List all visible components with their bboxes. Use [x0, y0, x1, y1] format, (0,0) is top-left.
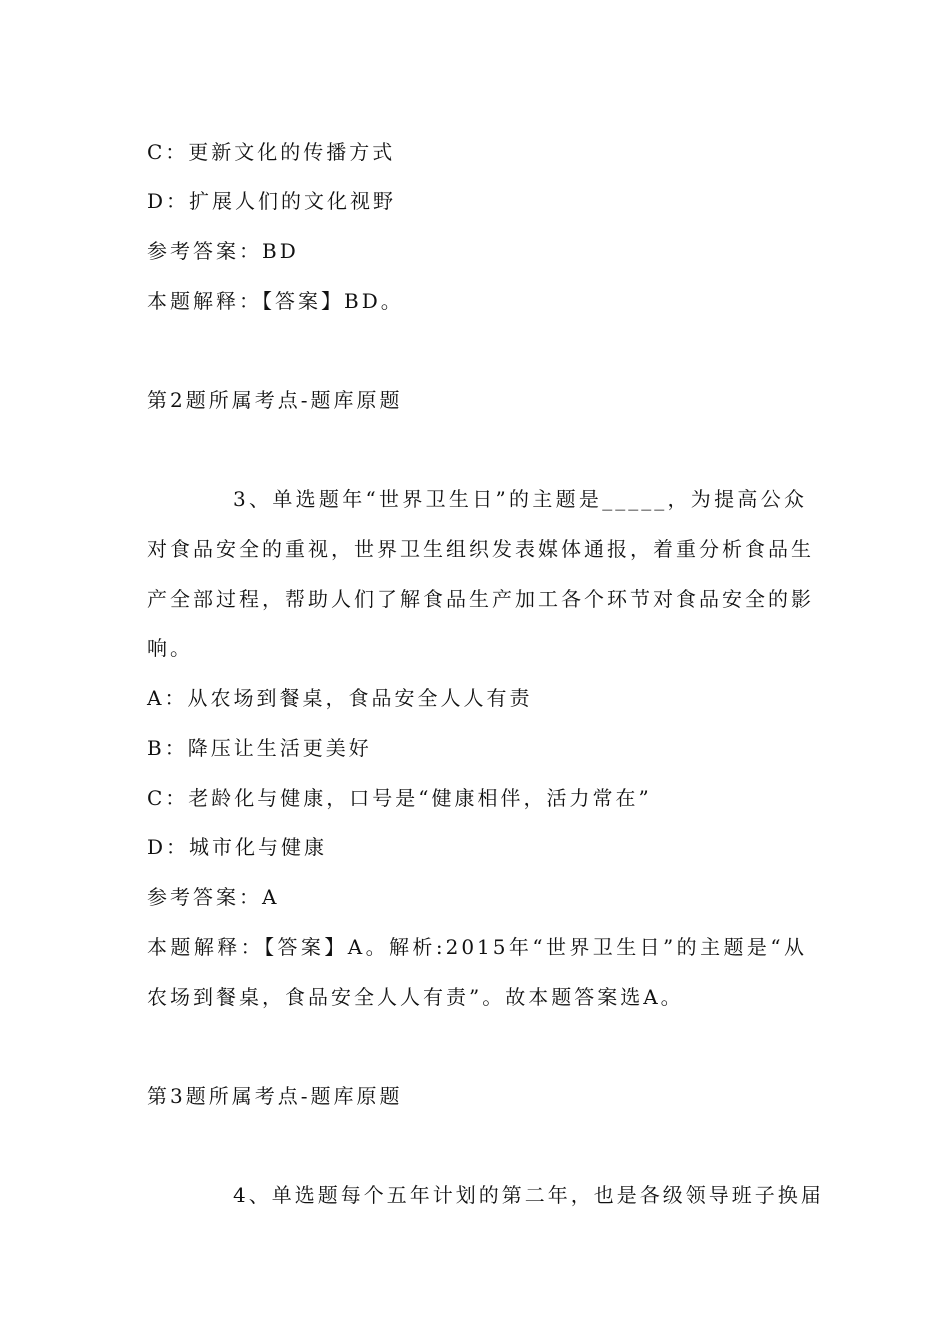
q3-option-c: C：老龄化与健康，口号是“健康相伴，活力常在” [147, 786, 652, 810]
q3-stem-line-3: 产全部过程，帮助人们了解食品生产加工各个环节对食品安全的影 [147, 587, 814, 611]
q3-explanation-line-1: 本题解释：【答案】A。解析:2015年“世界卫生日”的主题是“从 [147, 935, 807, 959]
q2-answer: 参考答案：BD [147, 239, 299, 263]
q3-stem-line-2: 对食品安全的重视，世界卫生组织发表媒体通报，着重分析食品生 [147, 537, 814, 561]
q3-answer: 参考答案：A [147, 885, 280, 909]
q3-option-d: D：城市化与健康 [147, 835, 328, 859]
q3-stem-line-1: 3、单选题年“世界卫生日”的主题是_____，为提高公众 [233, 487, 807, 511]
q2-topic-heading: 第2题所属考点-题库原题 [147, 388, 403, 412]
q2-explanation: 本题解释：【答案】BD。 [147, 289, 404, 313]
q2-option-d: D：扩展人们的文化视野 [147, 189, 397, 213]
q3-option-b: B：降压让生活更美好 [147, 736, 372, 760]
q3-option-a: A：从农场到餐桌，食品安全人人有责 [147, 686, 533, 710]
q2-option-c: C：更新文化的传播方式 [147, 140, 396, 164]
q3-stem-line-4: 响。 [147, 636, 193, 660]
q3-explanation-line-2: 农场到餐桌，食品安全人人有责”。故本题答案选A。 [147, 985, 684, 1009]
q4-stem-line-1: 4、单选题每个五年计划的第二年，也是各级领导班子换届 [233, 1183, 824, 1207]
q3-topic-heading: 第3题所属考点-题库原题 [147, 1084, 403, 1108]
